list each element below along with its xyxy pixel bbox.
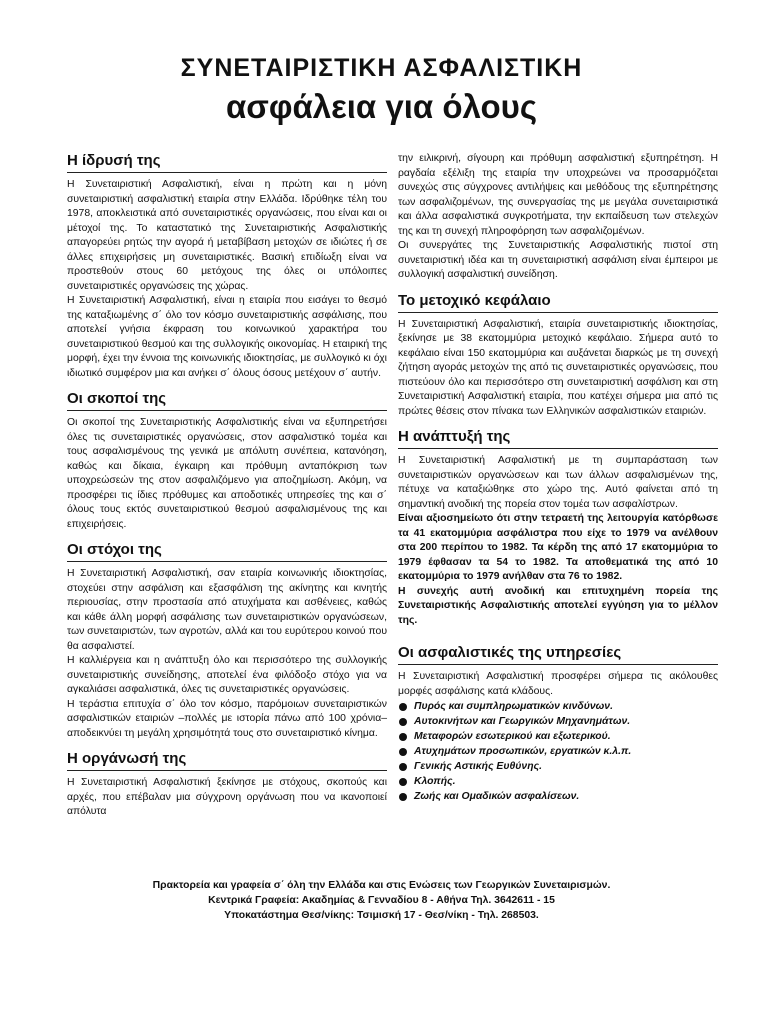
bullet-icon [399, 763, 407, 771]
bullet-icon [399, 703, 407, 711]
bullet-icon [399, 793, 407, 801]
bullet-icon [399, 778, 407, 786]
section-founding [67, 152, 387, 381]
list-item [398, 729, 718, 744]
paragraph: Οι σκοποί της Συνεταιριστικής Ασφαλιστικής είναι να εξυπηρετήσει όλες τις συνεταιριστικές οργανώσεις, στον ασφαλιστικό τομέα και τους ασφαλισμένους της γενικά με απόλυτη συνέπεια, κατανόηση, καθώς και δίκαια, έγκαιρη και πρόθυμη ανταπόκριση των υποχρεώσεών της στον ασφαλιζόμενο για αποζημίωση. Ακόμη, να προσφέρει τις ίδιες πρόθυμες και αποδοτικές υπηρεσίες της και σ΄ όλους τους εκτός συνεταιριστικού θεσμού ασφαλισμένους της και επιχειρήσεις. [67, 417, 387, 530]
section-title: Η ανάπτυξή της [398, 428, 718, 449]
section-organization [67, 750, 387, 820]
services-list [398, 699, 718, 804]
bullet-icon [399, 718, 407, 726]
paragraph: Η Συνεταιριστική Ασφαλιστική, σαν εταιρία κοινωνικής ιδιοκτησίας, στοχεύει στην ασφάλιση και εξασφάλιση της ακίνητης και κινητής περιουσίας, στην προστασία από ατυχήματα και ασθένειες, καθώς και κάθε άλλη μορφή ασφάλισης των συνεταιριστικών οργανώσεων, των συνεταιριστών, των αγροτών, αλλά και του ευρύτερου κοινού που θα ασφαλιστεί. [67, 568, 387, 652]
section-title: Οι στόχοι της [67, 541, 387, 562]
paragraph: Οι συνεργάτες της Συνεταιριστικής Ασφαλιστικής πιστοί στη συνεταιριστική ιδέα και τη συνεταιριστική ασφάλιση είναι έμπειροι με συλλογική ασφαλιστική συνείδηση. [398, 240, 718, 280]
list-item-label: Ζωής και Ομαδικών ασφαλίσεων. [414, 791, 580, 802]
section-organization-continued [398, 152, 718, 283]
list-item [398, 789, 718, 804]
list-item [398, 714, 718, 729]
section-title: Η οργάνωσή της [67, 750, 387, 771]
bullet-icon [399, 748, 407, 756]
list-item-label: Αυτοκινήτων και Γεωργικών Μηχανημάτων. [414, 716, 631, 727]
list-item [398, 744, 718, 759]
paragraph: Η Συνεταιριστική Ασφαλιστική, είναι η πρώτη και η μόνη συνεταιριστική ασφαλιστική εταιρία στην Ελλάδα. Ιδρύθηκε τέλη του 1978, αποκλειστικά από συνεταιριστικές οργανώσεις, που είναι και οι μέτοχοί της. Το καταστατικό της Συνεταιριστικής Ασφαλιστικής απαγορεύει ρητώς την αγορά ή μεταβίβαση μετοχών σε ιδιώτες ή σε άλλες επιχειρήσεις μη συνεταιριστικές. Βασική επιδίωξη είναι να προστεθούν στους 60 μετόχους της όλες οι υπόλοιπες συνεταιριστικές οργανώσεις της χώρας. [67, 179, 387, 292]
list-item-label: Μεταφορών εσωτερικού και εξωτερικού. [414, 731, 611, 742]
footer-line: Κεντρικά Γραφεία: Ακαδημίας & Γενναδίου 8 - Αθήνα Τηλ. 3642611 - 15 [208, 895, 555, 906]
list-item-label: Κλοπής. [414, 776, 456, 787]
paragraph: την ειλικρινή, σίγουρη και πρόθυμη ασφαλιστική εξυπηρέτηση. Η ραγδαία εξέλιξη της εταιρία την υποχρεώνει να προσαρμόζεται συνεχώς στις σύγχρονες αντιλήψεις και μεθόδους της εξυπηρέτησης των ασφαλιζομένων, της συνεργασίας της με μεγάλα συνεταιριστικά και άλλα ασφαλιστικά συγκροτήματα, την εκπαίδευση των στελεχών της και τη συνεχή πληροφόρηση των ασφαλιζομένων. [398, 153, 718, 237]
paragraph: Η τεράστια επιτυχία σ΄ όλο τον κόσμο, παρόμοιων συνεταιριστικών ασφαλιστικών εταιριών –πολλές με ιστορία πάνω από 100 χρόνια– αποδεικνύει τη μεγάλη χρησιμότητά τους στο συνεταιριστικό κίνημα. [67, 698, 387, 739]
page-subtitle: ασφάλεια για όλους [225, 88, 537, 125]
section-title: Οι ασφαλιστικές της υπηρεσίες [398, 644, 718, 665]
list-item-label: Ατυχημάτων προσωπικών, εργατικών κ.λ.π. [414, 746, 632, 757]
paragraph: Η Συνεταιριστική Ασφαλιστική προσφέρει σήμερα τις ακόλουθες μορφές ασφάλισης κατά κλάδους. [398, 671, 718, 697]
right-column [398, 152, 718, 813]
paragraph-bold: Η συνεχής αυτή ανοδική και επιτυχημένη πορεία της Συνεταιριστικής Ασφαλιστικής αποτελεί εγγύηση για το μέλλον της. [398, 585, 718, 626]
section-purposes [67, 390, 387, 532]
list-item [398, 759, 718, 774]
list-item-label: Πυρός και συμπληρωματικών κινδύνων. [414, 701, 613, 712]
section-growth [398, 428, 718, 628]
section-title: Το μετοχικό κεφάλαιο [398, 292, 718, 313]
list-item-label: Γενικής Αστικής Ευθύνης. [414, 761, 542, 772]
section-title: Οι σκοποί της [67, 390, 387, 411]
bullet-icon [399, 733, 407, 741]
section-services [398, 644, 718, 804]
section-title: Η ίδρυσή της [67, 152, 387, 173]
section-capital [398, 292, 718, 420]
paragraph: Η Συνεταιριστική Ασφαλιστική, είναι η εταιρία που εισάγει το θεσμό της καταξιωμένης σ΄ όλο τον κόσμο συνεταιριστικής ασφάλισης, που αποτελεί γνήσια έκφραση του κοινωνικού χαρακτήρα του συνεταιριστικού θεσμού και της συλλογικής οικονομίας. Η εταιρική της μορφή, έχει την έννοια της κοινωνικής ιδιοκτησίας, με συλλογικό κι όχι ιδιωτικό συμφέρον μια και ανήκει σ΄ όλους όσους μετέχουν σ΄ αυτήν. [67, 295, 387, 379]
paragraph: Η Συνεταιριστική Ασφαλιστική ξεκίνησε με στόχους, σκοπούς και αρχές, που επέβαλαν μια σύγχρονη οργάνωση που να ικανοποιεί απόλυτα [67, 777, 387, 817]
paragraph: Η Συνεταιριστική Ασφαλιστική με τη συμπαράσταση των συνεταιριστικών οργανώσεων και των άλλων ασφαλισμένων της, πέτυχε να καταξιώθηκε στο χώρο της. Αυτό φαίνεται από τη σημαντική ανοδική της πορεία στον τομέα των ασφαλίστρων. [398, 455, 718, 510]
paragraph: Η καλλιέργεια και η ανάπτυξη όλο και περισσότερο της συλλογικής συνεταιριστικής συνείδησης, αποτελεί ένα φιλόδοξο στόχο για να αγκαλιάσει ασφαλιστικά, όλες τις συνεταιριστικές οργανώσεις. [67, 655, 387, 695]
section-goals [67, 541, 387, 741]
list-item [398, 774, 718, 789]
footer-line: Υποκατάστημα Θεσ/νίκης: Τσιμισκή 17 - Θεσ/νίκη - Τηλ. 268503. [224, 910, 539, 921]
paragraph-bold: Είναι αξιοσημείωτο ότι στην τετραετή της λειτουργία κατόρθωσε τα 41 εκατομμύρια ασφάλιστρα που είχε το 1979 να ανέλθουν στα 200 περίπου το 1982. Τα κέρδη της από 17 εκατομμύρια το 1979 έφθασαν τα 54 το 1982. Τα αποθεματικά της από 10 εκατομμύρια το 1979 ανήλθαν στα 76 το 1982. [398, 513, 718, 582]
footer-line: Πρακτορεία και γραφεία σ΄ όλη την Ελλάδα και στις Ενώσεις των Γεωργικών Συνεταιρισμών. [152, 880, 611, 891]
paragraph: Η Συνεταιριστική Ασφαλιστική, εταιρία συνεταιριστικής ιδιοκτησίας, ξεκίνησε με 38 εκατομμύρια μετοχικό κεφάλαιο. Σήμερα αυτό το κεφάλαιο είναι 150 εκατομμύρια και αυξάνεται διαρκώς με τη συνεχή ζήτηση αγοράς μετοχών της από τις συνεταιριστικές οργανώσεις, που πιστεύουν όλο και περισσότερο στη συνεταιριστική ασφάλιση και στη Συνεταιριστική Ασφαλιστική εταιρία, που κατέχει σήμερα μια από τις πρώτες θέσεις στον πίνακα των Ελληνικών ασφαλιστικών εταιριών. [398, 318, 718, 417]
page-title: ΣΥΝΕΤΑΙΡΙΣΤΙΚΗ ΑΣΦΑΛΙΣΤΙΚΗ [180, 54, 583, 82]
list-item [398, 699, 718, 714]
left-column [67, 152, 387, 829]
